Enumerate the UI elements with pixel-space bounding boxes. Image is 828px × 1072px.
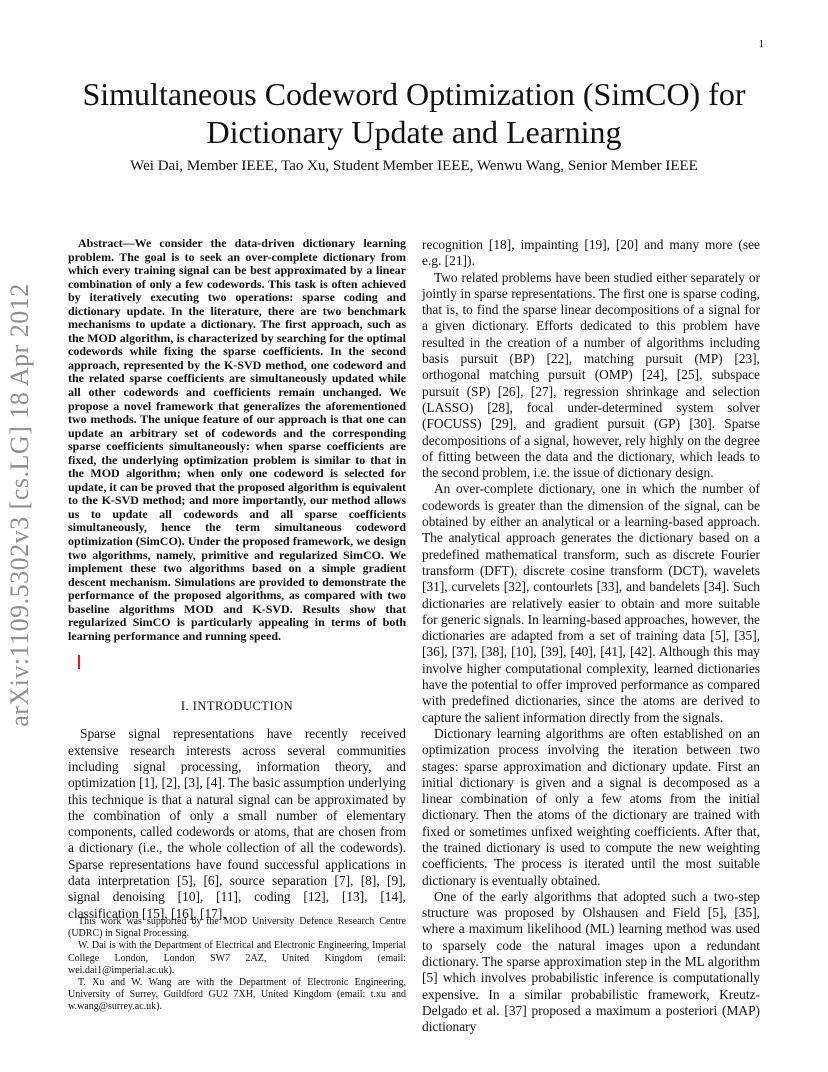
footnotes bbox=[68, 916, 406, 1014]
footnote: W. Dai is with the Department of Electrical and Electronic Engineering, Imperial College London, London SW7 2AZ, United Kingdom (email: wei.dai1@imperial.ac.uk). bbox=[68, 940, 406, 976]
arxiv-stamp[interactable]: arXiv:1109.5302v3 [cs.LG] 18 Apr 2012 bbox=[5, 283, 34, 727]
paragraph: Two related problems have been studied either separately or jointly in sparse representations. The first one is sparse coding, that is, to find the sparse linear decompositions of a signal for a given dictionary. Efforts dedicated to this problem have resulted in the creation of a number of algorithms including basis pursuit (BP) [22], matching pursuit (MP) [23], orthogonal matching pursuit (OMP) [24], [25], subspace pursuit (SP) [26], [27], regression shrinkage and selection (LASSO) [28], focal under-determined system solver (FOCUSS) [29], and gradient pursuit (GP) [30]. Sparse decompositions of a signal, however, rely highly on the degree of fitting between the data and the dictionary, which leads to the second problem, i.e. the issue of dictionary design. bbox=[422, 269, 760, 481]
author-line: Wei Dai, Member IEEE, Tao Xu, Student Member IEEE, Wenwu Wang, Senior Member IEEE bbox=[130, 158, 698, 174]
paragraph: An over-complete dictionary, one in which the number of codewords is greater than the dimension of the signal, can be obtained by either an analytical or a learning-based approach. The analytical approach generates the dictionary based on a predefined mathematical transform, such as discrete Fourier transform (DFT), discrete cosine transform (DCT), wavelets [31], curvelets [32], contourlets [33], and bandelets [34]. Such dictionaries are relatively easier to obtain and more suitable for generic signals. In learning-based approaches, however, the dictionaries are adapted from a set of training data [5], [35], [36], [37], [38], [10], [39], [40], [41], [42]. Although this may involve higher computational complexity, learned dictionaries have the potential to offer improved performance as compared with predefined dictionaries, since the atoms are derived to capture the salient information directly from the signals. bbox=[422, 481, 760, 725]
section-heading: I. INTRODUCTION bbox=[180, 699, 294, 714]
left-column bbox=[68, 237, 406, 922]
abstract: Abstract—We consider the data-driven dictionary learning problem. The goal is to seek an over-complete dictionary from which every training signal can be best approximated by a linear combination of only a few codewords. This task is often achieved by iteratively executing two operations: sparse coding and dictionary update. In the literature, there are two benchmark mechanisms to update a dictionary. The first approach, such as the MOD algorithm, is characterized by searching for the optimal codewords while fixing the sparse coefficients. In the second approach, represented by the K-SVD method, one codeword and the related sparse coefficients are simultaneously updated while all other codewords and coefficients remain unchanged. We propose a novel framework that generalizes the aforementioned two methods. The unique feature of our approach is that one can update an arbitrary set of codewords and the corresponding sparse coefficients simultaneously: when sparse coefficients are fixed, the underlying optimization problem is similar to that in the MOD algorithm; when only one codeword is selected for update, it can be proved that the proposed algorithm is equivalent to the K-SVD method; and more importantly, our method allows us to update all codewords and all sparse coefficients simultaneously, hence the term simultaneous codeword optimization (SimCO). Under the proposed framework, we design two algorithms, namely, primitive and regularized SimCO. We implement these two algorithms based on a simple gradient descent mechanism. Simulations are provided to demonstrate the performance of the proposed algorithms, as compared with two baseline algorithms MOD and K-SVD. Results show that regularized SimCO is particularly appealing in terms of both learning performance and running speed. bbox=[68, 236, 406, 643]
footnote: This work was supported by the MOD University Defence Research Centre (UDRC) in Signal Processing. bbox=[68, 916, 406, 940]
paragraph: Dictionary learning algorithms are often established on an optimization process involving the iteration between two stages: sparse approximation and dictionary update. First an initial dictionary is given and a signal is decomposed as a linear combination of only a few atoms from the initial dictionary. Then the atoms of the dictionary are trained with fixed or sometimes unfixed weighting coefficients. After that, the trained dictionary is used to compute the new weighting coefficients. The process is iterated until the most suitable dictionary is eventually obtained. bbox=[422, 725, 760, 888]
footnote: T. Xu and W. Wang are with the Department of Electronic Engineering, University of Surrey, Guildford GU2 7XH, United Kingdom (email: t.xu and w.wang@surrey.ac.uk). bbox=[68, 977, 406, 1013]
paragraph: One of the early algorithms that adopted such a two-step structure was proposed by Olshausen and Field [5], [35], where a maximum likelihood (ML) learning method was used to sparsely code the natural images upon a redundant dictionary. The sparse approximation step in the ML algorithm [5] which involves probabilistic inference is computationally expensive. In a similar probabilistic framework, Kreutz-Delgado et al. [37] proposed a maximum a posteriori (MAP) dictionary bbox=[422, 888, 760, 1035]
paragraph: recognition [18], impainting [19], [20] and many more (see e.g. [21]). bbox=[422, 237, 760, 269]
page-number: 1 bbox=[758, 38, 764, 50]
intro-paragraph: Sparse signal representations have recently received extensive research interests across several communities including signal processing, information theory, and optimization [1], [2], [3], [4]. The basic assumption underlying this technique is that a natural signal can be approximated by the combination of only a small number of elementary components, called codewords or atoms, that are chosen from a dictionary (i.e., the whole collection of all the codewords). Sparse representations have found successful applications in data interpretation [5], [6], source separation [7], [8], [9], signal denoising [10], [11], coding [12], [13], [14], classification [15], [16], [17], bbox=[68, 726, 406, 921]
paper-title: Simultaneous Codeword Optimization (SimCO) for Dictionary Update and Learning bbox=[82, 76, 746, 150]
right-column bbox=[422, 237, 760, 1036]
text-cursor bbox=[78, 655, 80, 669]
